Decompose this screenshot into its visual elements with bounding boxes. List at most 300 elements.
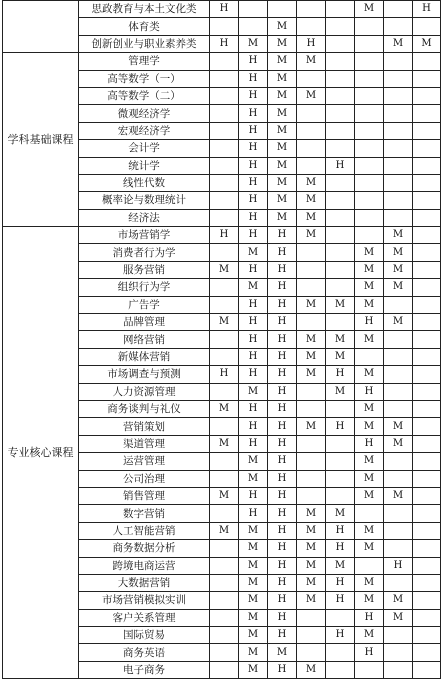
support-level-cell: M [210,400,239,417]
support-level-cell [297,400,326,417]
course-name-cell: 数字营销 [79,505,210,522]
support-level-cell [413,18,441,35]
support-level-cell [210,18,239,35]
support-level-cell [413,331,441,348]
course-name-cell: 人工智能营销 [79,522,210,539]
support-level-cell: H [239,105,268,122]
support-level-cell: H [268,331,297,348]
support-level-cell: H [268,609,297,626]
support-level-cell [297,435,326,452]
support-level-cell: M [326,557,355,574]
support-level-cell [384,122,413,139]
support-level-cell: H [355,609,384,626]
support-level-cell [384,505,413,522]
support-level-cell [297,18,326,35]
support-level-cell [384,296,413,313]
support-level-cell [413,209,441,226]
support-level-cell: H [268,383,297,400]
support-level-cell [326,644,355,661]
support-level-cell [384,87,413,104]
support-level-cell [326,400,355,417]
support-level-cell [326,87,355,104]
support-level-cell: M [239,35,268,52]
course-name-cell: 商务数据分析 [79,540,210,557]
support-level-cell [355,157,384,174]
course-name-cell: 新媒体营销 [79,348,210,365]
support-level-cell [210,209,239,226]
support-level-cell [413,574,441,591]
support-level-cell [326,609,355,626]
support-level-cell [413,366,441,383]
support-level-cell: H [326,366,355,383]
support-level-cell [413,174,441,191]
support-level-cell: H [326,592,355,609]
support-level-cell: M [355,574,384,591]
support-level-cell: H [268,627,297,644]
support-level-cell: H [268,261,297,278]
support-level-cell [413,105,441,122]
support-level-cell: M [297,366,326,383]
support-level-cell: H [239,400,268,417]
course-name-cell: 创新创业与职业素养类 [79,35,210,52]
support-level-cell [326,70,355,87]
support-level-cell [326,261,355,278]
support-level-cell: H [239,418,268,435]
support-level-cell [326,192,355,209]
support-level-cell [384,105,413,122]
support-level-cell: H [239,192,268,209]
category-cell: 学科基础课程 [3,53,79,227]
support-level-cell: H [268,296,297,313]
support-level-cell: M [268,644,297,661]
support-level-cell: M [268,192,297,209]
support-level-cell: H [239,331,268,348]
support-level-cell: M [384,418,413,435]
support-level-cell: H [239,174,268,191]
support-level-cell [326,227,355,244]
support-level-cell [413,487,441,504]
category-cell [3,1,79,53]
support-level-cell: M [239,540,268,557]
course-name-cell: 国际贸易 [79,627,210,644]
support-level-cell [297,644,326,661]
support-level-cell [413,279,441,296]
support-level-cell [355,105,384,122]
course-name-cell: 市场营销模拟实训 [79,592,210,609]
support-level-cell [210,453,239,470]
support-level-cell [297,453,326,470]
support-level-cell: H [326,574,355,591]
support-level-cell [384,140,413,157]
support-level-cell: M [413,35,441,52]
support-level-cell [413,522,441,539]
support-level-cell: M [355,418,384,435]
table-row [3,1,441,18]
course-name-cell: 高等数学（一） [79,70,210,87]
support-level-cell [384,209,413,226]
support-level-cell: H [355,314,384,331]
support-level-cell [210,140,239,157]
support-level-cell [210,383,239,400]
support-level-cell [384,70,413,87]
support-level-cell [413,227,441,244]
support-level-cell [297,244,326,261]
support-level-cell [384,366,413,383]
support-level-cell: H [268,661,297,678]
support-level-cell [413,453,441,470]
course-name-cell: 组织行为学 [79,279,210,296]
support-level-cell: M [355,331,384,348]
course-name-cell: 跨境电商运营 [79,557,210,574]
support-level-cell [384,400,413,417]
support-level-cell [326,470,355,487]
support-level-cell: M [239,627,268,644]
support-level-cell: M [384,592,413,609]
matrix-body [3,1,441,679]
support-level-cell [268,1,297,18]
support-level-cell [413,557,441,574]
support-level-cell: M [297,348,326,365]
support-level-cell [384,18,413,35]
support-level-cell: M [297,53,326,70]
support-level-cell [210,557,239,574]
support-level-cell: H [239,209,268,226]
support-level-cell: H [355,435,384,452]
support-level-cell: M [326,348,355,365]
support-level-cell [355,661,384,678]
support-level-cell [355,18,384,35]
support-level-cell: M [326,296,355,313]
support-level-cell: M [384,609,413,626]
support-level-cell [355,348,384,365]
support-level-cell [210,53,239,70]
support-level-cell: H [268,227,297,244]
table-row [3,227,441,244]
support-level-cell: H [268,314,297,331]
support-level-cell: M [297,661,326,678]
support-level-cell [413,383,441,400]
support-level-cell: M [355,366,384,383]
support-level-cell [210,505,239,522]
support-level-cell: M [297,331,326,348]
course-name-cell: 商务谈判与礼仪 [79,400,210,417]
support-level-cell [210,244,239,261]
course-name-cell: 高等数学（二） [79,87,210,104]
support-level-cell: M [384,244,413,261]
support-level-cell: M [268,174,297,191]
support-level-cell [210,418,239,435]
support-level-cell: M [326,505,355,522]
support-level-cell [210,70,239,87]
support-level-cell: M [355,279,384,296]
support-level-cell [355,53,384,70]
support-level-cell: M [268,157,297,174]
support-level-cell [210,592,239,609]
support-level-cell [413,418,441,435]
support-level-cell: H [239,227,268,244]
support-level-cell [355,87,384,104]
support-level-cell: M [239,470,268,487]
category-cell: 专业核心课程 [3,227,79,679]
support-level-cell: H [239,296,268,313]
support-level-cell: M [210,487,239,504]
support-level-cell: M [297,174,326,191]
support-level-cell: H [268,435,297,452]
support-level-cell [384,383,413,400]
support-level-cell: M [384,261,413,278]
support-level-cell [210,644,239,661]
support-level-cell: M [239,644,268,661]
support-level-cell [413,244,441,261]
support-level-cell: H [268,505,297,522]
support-level-cell: H [239,314,268,331]
support-level-cell [413,505,441,522]
support-level-cell [413,261,441,278]
course-name-cell: 服务营销 [79,261,210,278]
support-level-cell [413,157,441,174]
course-name-cell: 统计学 [79,157,210,174]
support-level-cell: M [239,661,268,678]
support-level-cell [326,453,355,470]
course-name-cell: 广告学 [79,296,210,313]
course-name-cell: 微观经济学 [79,105,210,122]
support-level-cell [413,348,441,365]
support-level-cell: M [210,435,239,452]
support-level-cell [355,70,384,87]
course-name-cell: 市场营销学 [79,227,210,244]
course-name-cell: 销售管理 [79,487,210,504]
support-level-cell: H [413,1,441,18]
support-level-cell: M [355,627,384,644]
support-level-cell [384,627,413,644]
support-level-cell: M [268,18,297,35]
support-level-cell: H [268,279,297,296]
support-level-cell: H [384,557,413,574]
support-level-cell: M [384,314,413,331]
support-level-cell: M [268,140,297,157]
support-level-cell: M [384,487,413,504]
support-level-cell [326,1,355,18]
support-level-cell: M [297,505,326,522]
support-level-cell: M [384,227,413,244]
support-level-cell: H [239,505,268,522]
support-level-cell [297,105,326,122]
course-name-cell: 大数据营销 [79,574,210,591]
support-level-cell: H [239,366,268,383]
support-level-cell: M [355,244,384,261]
support-level-cell [210,574,239,591]
support-level-cell [384,192,413,209]
support-level-cell: H [239,140,268,157]
support-level-cell [413,192,441,209]
support-level-cell: M [210,261,239,278]
support-level-cell [326,140,355,157]
support-level-cell [210,540,239,557]
support-level-cell [355,209,384,226]
support-level-cell [326,174,355,191]
support-level-cell [413,592,441,609]
support-level-cell: M [355,1,384,18]
support-level-cell [355,557,384,574]
support-level-cell: M [355,522,384,539]
support-level-cell [413,87,441,104]
support-level-cell [297,609,326,626]
support-level-cell [413,296,441,313]
support-level-cell [326,661,355,678]
support-level-cell: M [210,314,239,331]
support-level-cell: M [384,279,413,296]
support-level-cell [355,140,384,157]
course-matrix-table [2,0,441,679]
support-level-cell: M [297,574,326,591]
support-level-cell: H [326,540,355,557]
support-level-cell [413,435,441,452]
support-level-cell: H [239,53,268,70]
course-name-cell: 宏观经济学 [79,122,210,139]
support-level-cell: M [210,522,239,539]
support-level-cell: H [268,453,297,470]
support-level-cell: H [326,418,355,435]
support-level-cell [210,105,239,122]
course-name-cell: 运营管理 [79,453,210,470]
support-level-cell: M [239,453,268,470]
support-level-cell: M [297,522,326,539]
support-level-cell: M [297,557,326,574]
support-level-cell [384,470,413,487]
table-row [3,53,441,70]
support-level-cell: H [326,157,355,174]
support-level-cell [384,644,413,661]
support-level-cell [210,157,239,174]
support-level-cell: H [239,70,268,87]
support-level-cell: M [268,209,297,226]
support-level-cell [210,192,239,209]
support-level-cell [297,1,326,18]
support-level-cell [355,227,384,244]
support-level-cell: H [355,383,384,400]
support-level-cell [326,435,355,452]
support-level-cell: H [239,435,268,452]
support-level-cell: M [268,87,297,104]
support-level-cell: H [239,157,268,174]
support-level-cell: M [239,574,268,591]
support-level-cell: M [268,122,297,139]
support-level-cell [413,540,441,557]
support-level-cell [326,244,355,261]
support-level-cell [297,470,326,487]
support-level-cell [210,279,239,296]
course-name-cell: 市场调查与预测 [79,366,210,383]
course-name-cell: 体育类 [79,18,210,35]
support-level-cell [355,174,384,191]
support-level-cell: M [239,522,268,539]
support-level-cell: H [210,366,239,383]
support-level-cell: M [355,400,384,417]
support-level-cell: M [297,87,326,104]
support-level-cell [297,314,326,331]
support-level-cell: M [239,592,268,609]
support-level-cell [297,487,326,504]
support-level-cell: M [268,70,297,87]
support-level-cell: M [268,105,297,122]
support-level-cell [326,279,355,296]
support-level-cell [239,18,268,35]
support-level-cell [384,331,413,348]
support-level-cell [413,53,441,70]
support-level-cell: H [268,592,297,609]
support-level-cell: H [268,522,297,539]
support-level-cell: H [268,540,297,557]
support-level-cell: H [326,627,355,644]
support-level-cell [326,314,355,331]
course-name-cell: 管理学 [79,53,210,70]
support-level-cell: M [239,383,268,400]
support-level-cell [210,174,239,191]
course-name-cell: 品牌管理 [79,314,210,331]
course-name-cell: 消费者行为学 [79,244,210,261]
support-level-cell: H [268,487,297,504]
support-level-cell [413,627,441,644]
support-level-cell [297,70,326,87]
support-level-cell: M [268,53,297,70]
support-level-cell: M [355,592,384,609]
support-level-cell [384,574,413,591]
support-level-cell: M [268,35,297,52]
support-level-cell [413,314,441,331]
support-level-cell: H [239,348,268,365]
support-level-cell [355,122,384,139]
course-name-cell: 渠道管理 [79,435,210,452]
support-level-cell [326,53,355,70]
support-level-cell: H [326,522,355,539]
support-level-cell [326,18,355,35]
support-level-cell [384,453,413,470]
support-level-cell [297,383,326,400]
support-level-cell [297,140,326,157]
support-level-cell [384,53,413,70]
support-level-cell: M [355,261,384,278]
support-level-cell: H [210,227,239,244]
support-level-cell: M [297,192,326,209]
course-name-cell: 思政教育与本土文化类 [79,1,210,18]
course-name-cell: 营销策划 [79,418,210,435]
support-level-cell [297,279,326,296]
support-level-cell: H [268,348,297,365]
support-level-cell [326,35,355,52]
support-level-cell: M [384,35,413,52]
support-level-cell [297,261,326,278]
support-level-cell: M [355,540,384,557]
support-level-cell: H [268,557,297,574]
support-level-cell: H [268,470,297,487]
support-level-cell: M [239,557,268,574]
support-level-cell [210,470,239,487]
support-level-cell [413,644,441,661]
support-level-cell [210,87,239,104]
support-level-cell: M [355,487,384,504]
support-level-cell [326,105,355,122]
course-name-cell: 线性代数 [79,174,210,191]
support-level-cell [413,122,441,139]
support-level-cell [384,348,413,365]
support-level-cell: H [239,261,268,278]
support-level-cell [413,400,441,417]
support-level-cell [297,157,326,174]
support-level-cell: M [355,453,384,470]
support-level-cell: M [239,279,268,296]
support-level-cell [384,157,413,174]
support-level-cell [413,661,441,678]
